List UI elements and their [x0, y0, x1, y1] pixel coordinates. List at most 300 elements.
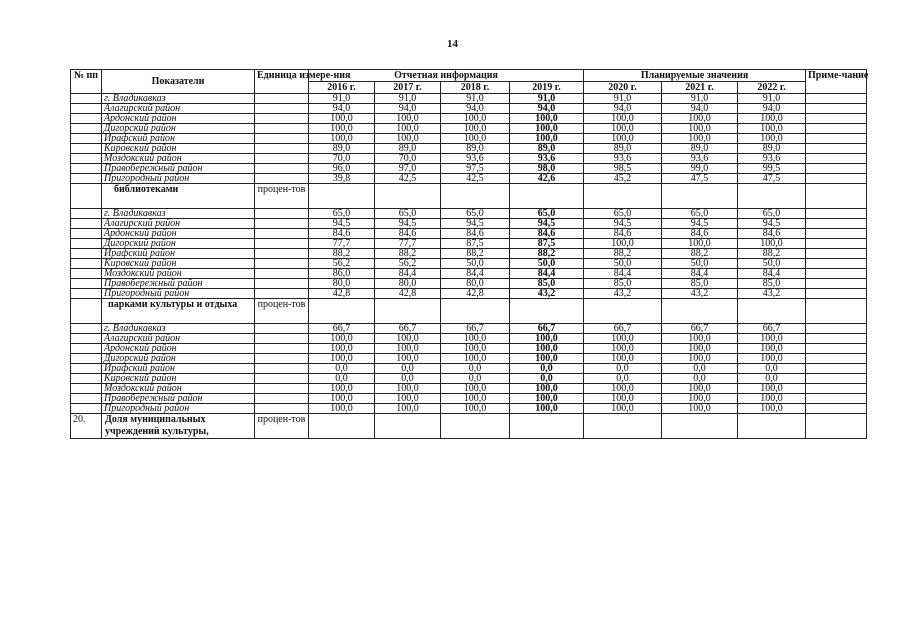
- note-cell: [806, 334, 867, 344]
- value-cell: 84,6: [375, 229, 441, 239]
- district-row: [71, 354, 867, 364]
- value-cell: 94,5: [584, 219, 662, 229]
- unit-cell: [255, 249, 309, 259]
- note-cell: [806, 94, 867, 104]
- value-cell: 94,5: [441, 219, 510, 229]
- district-row: [71, 239, 867, 249]
- num-cell: [71, 334, 102, 344]
- note-cell: [806, 164, 867, 174]
- value-cell: 100,0: [738, 384, 806, 394]
- indicator-row-20: [71, 414, 867, 439]
- value-cell: 56,2: [375, 259, 441, 269]
- value-cell: 100,0: [662, 354, 738, 364]
- header-num: № пп: [71, 70, 102, 94]
- value-cell: 98,0: [510, 164, 584, 174]
- empty-cell: [584, 299, 662, 324]
- value-cell: 93,6: [738, 154, 806, 164]
- unit-cell: [255, 364, 309, 374]
- table-body: [71, 94, 867, 439]
- value-cell: 0,0: [441, 374, 510, 384]
- value-cell: 65,0: [375, 209, 441, 219]
- section-indicator: парками культуры и отдыха: [102, 299, 255, 324]
- value-cell: 100,0: [441, 134, 510, 144]
- value-cell: 89,0: [584, 144, 662, 154]
- indicator-text: Доля муниципальных учреждений культуры,: [102, 414, 255, 439]
- value-cell: 88,2: [309, 249, 375, 259]
- section-unit: процен-тов: [255, 299, 309, 324]
- value-cell: 100,0: [375, 124, 441, 134]
- value-cell: 91,0: [584, 94, 662, 104]
- value-cell: 97,5: [441, 164, 510, 174]
- value-cell: 100,0: [375, 334, 441, 344]
- value-cell: 100,0: [584, 344, 662, 354]
- empty-cell: [584, 184, 662, 209]
- value-cell: 65,0: [441, 209, 510, 219]
- unit-cell: [255, 404, 309, 414]
- value-cell: 85,0: [662, 279, 738, 289]
- unit-cell: [255, 124, 309, 134]
- header-reported: Отчетная информация: [309, 70, 584, 82]
- value-cell: 43,2: [584, 289, 662, 299]
- num-cell: [71, 354, 102, 364]
- note-cell: [806, 344, 867, 354]
- unit-cell: [255, 279, 309, 289]
- note-cell: [806, 154, 867, 164]
- district-name: Ирафский район: [102, 249, 255, 259]
- value-cell: 100,0: [662, 384, 738, 394]
- value-cell: 100,0: [510, 344, 584, 354]
- num-cell: [71, 174, 102, 184]
- district-name: Алагирский район: [102, 219, 255, 229]
- empty-cell: [309, 299, 375, 324]
- value-cell: 84,4: [441, 269, 510, 279]
- value-cell: 100,0: [584, 334, 662, 344]
- value-cell: 93,6: [584, 154, 662, 164]
- district-row: [71, 229, 867, 239]
- value-cell: 47,5: [738, 174, 806, 184]
- unit-cell: [255, 289, 309, 299]
- value-cell: 100,0: [738, 239, 806, 249]
- district-row: [71, 249, 867, 259]
- value-cell: 42,8: [441, 289, 510, 299]
- unit-cell: [255, 174, 309, 184]
- empty-cell: [662, 299, 738, 324]
- value-cell: 65,0: [309, 209, 375, 219]
- value-cell: 42,5: [375, 174, 441, 184]
- value-cell: 100,0: [510, 354, 584, 364]
- value-cell: 94,0: [584, 104, 662, 114]
- value-cell: 0,0: [510, 364, 584, 374]
- note-cell: [806, 134, 867, 144]
- value-cell: 100,0: [510, 404, 584, 414]
- value-cell: 100,0: [441, 124, 510, 134]
- value-cell: 84,6: [584, 229, 662, 239]
- unit-cell: [255, 354, 309, 364]
- empty-cell: [441, 414, 510, 439]
- empty-cell: [309, 184, 375, 209]
- value-cell: 80,0: [375, 279, 441, 289]
- value-cell: 89,0: [441, 144, 510, 154]
- num-cell: [71, 299, 102, 324]
- note-cell: [806, 384, 867, 394]
- empty-cell: [806, 299, 867, 324]
- header-indicators: Показатели: [102, 70, 255, 94]
- value-cell: 93,6: [662, 154, 738, 164]
- value-cell: 50,0: [584, 259, 662, 269]
- value-cell: 100,0: [375, 384, 441, 394]
- num-cell: [71, 269, 102, 279]
- value-cell: 99,0: [662, 164, 738, 174]
- value-cell: 100,0: [662, 134, 738, 144]
- district-row: [71, 219, 867, 229]
- note-cell: [806, 354, 867, 364]
- value-cell: 94,5: [662, 219, 738, 229]
- value-cell: 84,4: [510, 269, 584, 279]
- district-name: Кировский район: [102, 259, 255, 269]
- value-cell: 94,0: [375, 104, 441, 114]
- header-year-2017: 2017 г.: [375, 82, 441, 94]
- value-cell: 88,2: [375, 249, 441, 259]
- unit-cell: [255, 104, 309, 114]
- value-cell: 50,0: [662, 259, 738, 269]
- value-cell: 88,2: [662, 249, 738, 259]
- district-name: Моздокский район: [102, 384, 255, 394]
- section-unit: процен-тов: [255, 184, 309, 209]
- value-cell: 77,7: [309, 239, 375, 249]
- section-row: [71, 299, 867, 324]
- value-cell: 100,0: [738, 134, 806, 144]
- value-cell: 50,0: [510, 259, 584, 269]
- value-cell: 42,6: [510, 174, 584, 184]
- note-cell: [806, 249, 867, 259]
- value-cell: 84,4: [584, 269, 662, 279]
- value-cell: 0,0: [309, 364, 375, 374]
- district-row: [71, 404, 867, 414]
- note-cell: [806, 404, 867, 414]
- district-name: г. Владикавказ: [102, 209, 255, 219]
- unit-cell: [255, 269, 309, 279]
- section-indicator: библиотеками: [102, 184, 255, 209]
- value-cell: 100,0: [309, 114, 375, 124]
- unit-cell: [255, 144, 309, 154]
- value-cell: 89,0: [510, 144, 584, 154]
- header-year-2021: 2021 г.: [662, 82, 738, 94]
- value-cell: 50,0: [441, 259, 510, 269]
- value-cell: 100,0: [738, 334, 806, 344]
- value-cell: 84,6: [441, 229, 510, 239]
- value-cell: 85,0: [738, 279, 806, 289]
- value-cell: 100,0: [662, 239, 738, 249]
- district-name: Ардонский район: [102, 229, 255, 239]
- num-cell: [71, 394, 102, 404]
- district-name: Ардонский район: [102, 344, 255, 354]
- value-cell: 94,5: [375, 219, 441, 229]
- value-cell: 43,2: [662, 289, 738, 299]
- num-cell: [71, 124, 102, 134]
- district-row: [71, 324, 867, 334]
- empty-cell: [375, 184, 441, 209]
- note-cell: [806, 259, 867, 269]
- header-year-2018: 2018 г.: [441, 82, 510, 94]
- header-year-2022: 2022 г.: [738, 82, 806, 94]
- header-year-2016: 2016 г.: [309, 82, 375, 94]
- unit-cell: [255, 229, 309, 239]
- num-cell: [71, 209, 102, 219]
- value-cell: 70,0: [375, 154, 441, 164]
- row-number: 20.: [71, 414, 102, 439]
- value-cell: 66,7: [510, 324, 584, 334]
- value-cell: 84,6: [738, 229, 806, 239]
- value-cell: 94,0: [510, 104, 584, 114]
- value-cell: 100,0: [441, 394, 510, 404]
- header-year-2020: 2020 г.: [584, 82, 662, 94]
- value-cell: 100,0: [738, 354, 806, 364]
- value-cell: 100,0: [584, 239, 662, 249]
- value-cell: 89,0: [309, 144, 375, 154]
- num-cell: [71, 229, 102, 239]
- value-cell: 84,4: [738, 269, 806, 279]
- district-name: Алагирский район: [102, 334, 255, 344]
- value-cell: 43,2: [510, 289, 584, 299]
- value-cell: 87,5: [441, 239, 510, 249]
- value-cell: 88,2: [738, 249, 806, 259]
- empty-cell: [662, 414, 738, 439]
- value-cell: 99,5: [738, 164, 806, 174]
- value-cell: 100,0: [309, 124, 375, 134]
- value-cell: 100,0: [309, 394, 375, 404]
- num-cell: [71, 144, 102, 154]
- num-cell: [71, 259, 102, 269]
- value-cell: 100,0: [375, 394, 441, 404]
- note-cell: [806, 114, 867, 124]
- num-cell: [71, 249, 102, 259]
- num-cell: [71, 344, 102, 354]
- value-cell: 91,0: [441, 94, 510, 104]
- note-cell: [806, 269, 867, 279]
- value-cell: 87,5: [510, 239, 584, 249]
- note-cell: [806, 324, 867, 334]
- value-cell: 100,0: [510, 384, 584, 394]
- num-cell: [71, 94, 102, 104]
- value-cell: 94,5: [510, 219, 584, 229]
- unit-cell: [255, 219, 309, 229]
- district-name: Моздокский район: [102, 269, 255, 279]
- district-name: Пригородный район: [102, 289, 255, 299]
- value-cell: 89,0: [375, 144, 441, 154]
- value-cell: 100,0: [662, 124, 738, 134]
- indicators-table: [70, 69, 867, 439]
- district-name: Кировский район: [102, 374, 255, 384]
- value-cell: 85,0: [510, 279, 584, 289]
- district-row: [71, 94, 867, 104]
- value-cell: 0,0: [375, 364, 441, 374]
- value-cell: 94,0: [441, 104, 510, 114]
- value-cell: 50,0: [738, 259, 806, 269]
- num-cell: [71, 219, 102, 229]
- district-name: Дигорский район: [102, 354, 255, 364]
- page-number: 14: [447, 38, 458, 50]
- unit-cell: [255, 114, 309, 124]
- header-year-2019: 2019 г.: [510, 82, 584, 94]
- indicator-unit: процен-тов: [255, 414, 309, 439]
- value-cell: 65,0: [662, 209, 738, 219]
- value-cell: 96,0: [309, 164, 375, 174]
- value-cell: 91,0: [510, 94, 584, 104]
- value-cell: 93,6: [441, 154, 510, 164]
- num-cell: [71, 404, 102, 414]
- value-cell: 80,0: [441, 279, 510, 289]
- value-cell: 100,0: [738, 124, 806, 134]
- value-cell: 100,0: [584, 394, 662, 404]
- value-cell: 100,0: [309, 384, 375, 394]
- value-cell: 84,6: [510, 229, 584, 239]
- note-cell: [806, 279, 867, 289]
- value-cell: 100,0: [510, 134, 584, 144]
- value-cell: 86,0: [309, 269, 375, 279]
- empty-cell: [806, 184, 867, 209]
- num-cell: [71, 154, 102, 164]
- value-cell: 100,0: [584, 124, 662, 134]
- value-cell: 100,0: [662, 404, 738, 414]
- num-cell: [71, 134, 102, 144]
- empty-cell: [510, 299, 584, 324]
- value-cell: 88,2: [510, 249, 584, 259]
- value-cell: 88,2: [441, 249, 510, 259]
- value-cell: 80,0: [309, 279, 375, 289]
- value-cell: 100,0: [584, 114, 662, 124]
- district-name: Ардонский район: [102, 114, 255, 124]
- unit-cell: [255, 239, 309, 249]
- district-name: г. Владикавказ: [102, 94, 255, 104]
- section-row: [71, 184, 867, 209]
- district-row: [71, 259, 867, 269]
- value-cell: 94,5: [309, 219, 375, 229]
- value-cell: 66,7: [309, 324, 375, 334]
- num-cell: [71, 324, 102, 334]
- district-row: [71, 279, 867, 289]
- note-cell: [806, 289, 867, 299]
- value-cell: 56,2: [309, 259, 375, 269]
- value-cell: 100,0: [375, 344, 441, 354]
- value-cell: 100,0: [510, 114, 584, 124]
- value-cell: 94,0: [309, 104, 375, 114]
- value-cell: 89,0: [738, 144, 806, 154]
- value-cell: 94,0: [738, 104, 806, 114]
- num-cell: [71, 364, 102, 374]
- value-cell: 94,0: [662, 104, 738, 114]
- value-cell: 97,0: [375, 164, 441, 174]
- empty-cell: [441, 299, 510, 324]
- district-row: [71, 174, 867, 184]
- value-cell: 100,0: [375, 134, 441, 144]
- district-row: [71, 394, 867, 404]
- value-cell: 100,0: [584, 354, 662, 364]
- district-row: [71, 209, 867, 219]
- value-cell: 100,0: [309, 344, 375, 354]
- district-name: Моздокский район: [102, 154, 255, 164]
- value-cell: 85,0: [584, 279, 662, 289]
- empty-cell: [375, 414, 441, 439]
- value-cell: 93,6: [510, 154, 584, 164]
- empty-cell: [806, 414, 867, 439]
- num-cell: [71, 114, 102, 124]
- value-cell: 0,0: [584, 364, 662, 374]
- district-name: Ирафский район: [102, 364, 255, 374]
- value-cell: 0,0: [510, 374, 584, 384]
- value-cell: 39,8: [309, 174, 375, 184]
- district-row: [71, 114, 867, 124]
- header-unit: Единица измере-ния: [255, 70, 309, 94]
- num-cell: [71, 374, 102, 384]
- district-row: [71, 144, 867, 154]
- unit-cell: [255, 154, 309, 164]
- value-cell: 100,0: [584, 384, 662, 394]
- district-row: [71, 344, 867, 354]
- note-cell: [806, 174, 867, 184]
- value-cell: 42,8: [309, 289, 375, 299]
- empty-cell: [375, 299, 441, 324]
- value-cell: 100,0: [309, 354, 375, 364]
- header-planned: Планируемые значения: [584, 70, 806, 82]
- note-cell: [806, 124, 867, 134]
- note-cell: [806, 209, 867, 219]
- value-cell: 100,0: [738, 404, 806, 414]
- value-cell: 66,7: [584, 324, 662, 334]
- unit-cell: [255, 384, 309, 394]
- district-name: Дигорский район: [102, 239, 255, 249]
- value-cell: 77,7: [375, 239, 441, 249]
- value-cell: 91,0: [738, 94, 806, 104]
- value-cell: 100,0: [662, 334, 738, 344]
- value-cell: 0,0: [738, 374, 806, 384]
- value-cell: 100,0: [662, 344, 738, 354]
- value-cell: 91,0: [375, 94, 441, 104]
- district-row: [71, 364, 867, 374]
- value-cell: 0,0: [309, 374, 375, 384]
- value-cell: 98,5: [584, 164, 662, 174]
- district-row: [71, 154, 867, 164]
- num-cell: [71, 164, 102, 174]
- value-cell: 100,0: [441, 384, 510, 394]
- empty-cell: [584, 414, 662, 439]
- note-cell: [806, 219, 867, 229]
- value-cell: 91,0: [662, 94, 738, 104]
- value-cell: 66,7: [738, 324, 806, 334]
- empty-cell: [738, 184, 806, 209]
- value-cell: 65,0: [510, 209, 584, 219]
- unit-cell: [255, 374, 309, 384]
- empty-cell: [441, 184, 510, 209]
- note-cell: [806, 374, 867, 384]
- district-name: Алагирский район: [102, 104, 255, 114]
- value-cell: 100,0: [441, 344, 510, 354]
- value-cell: 94,5: [738, 219, 806, 229]
- district-row: [71, 164, 867, 174]
- unit-cell: [255, 394, 309, 404]
- district-name: Пригородный район: [102, 174, 255, 184]
- value-cell: 84,6: [309, 229, 375, 239]
- district-row: [71, 124, 867, 134]
- value-cell: 66,7: [441, 324, 510, 334]
- district-name: Ирафский район: [102, 134, 255, 144]
- district-row: [71, 134, 867, 144]
- value-cell: 100,0: [441, 114, 510, 124]
- district-row: [71, 104, 867, 114]
- district-name: Кировский район: [102, 144, 255, 154]
- district-name: Правобережный район: [102, 164, 255, 174]
- unit-cell: [255, 344, 309, 354]
- empty-cell: [510, 184, 584, 209]
